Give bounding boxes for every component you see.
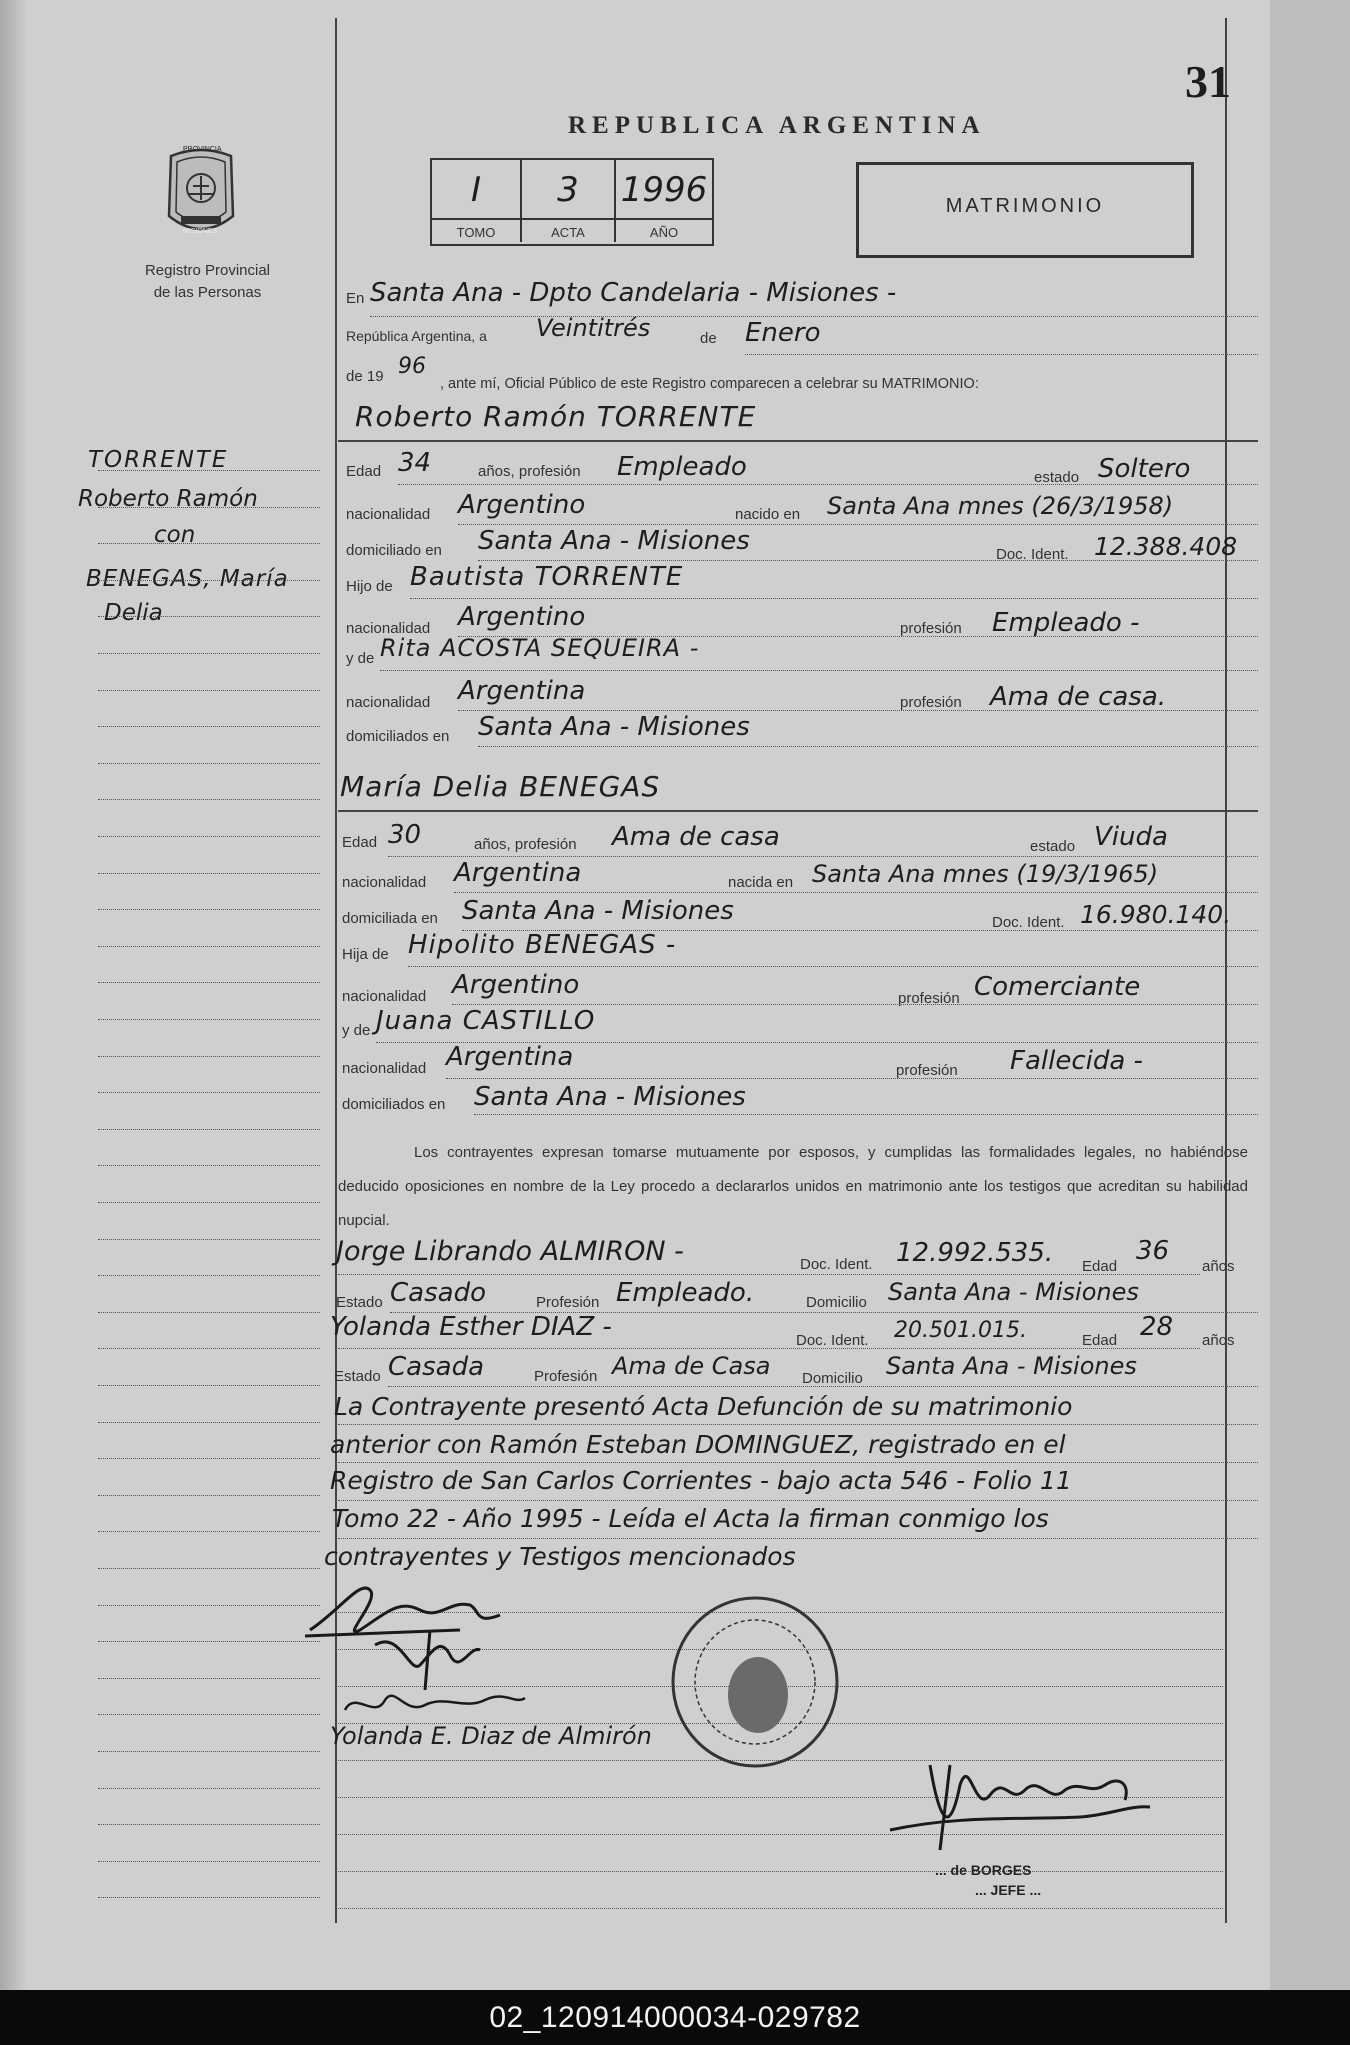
page-number: 31 — [1185, 56, 1231, 107]
groom-nacido-label: nacido en — [735, 506, 801, 523]
bride-parents-domicile: Santa Ana - Misiones — [474, 1082, 746, 1112]
seal-text-top: PROVINCIA — [183, 146, 222, 153]
officer-stamp-line1: ... de BORGES — [935, 1862, 1032, 1878]
note-rule-4 — [338, 1538, 1258, 1540]
margin-ruled-line — [98, 653, 320, 655]
note-line-5: contrayentes y Testigos mencionados — [324, 1542, 796, 1571]
bride-doc: 16.980.140. — [1080, 900, 1232, 929]
groom-father-nationality: Argentino — [458, 602, 586, 632]
bride-doc-label: Doc. Ident. — [992, 914, 1065, 931]
witness1-estado-label: Estado — [336, 1294, 383, 1311]
groom-mother-profession: Ama de casa. — [990, 682, 1167, 712]
margin-ruled-line — [98, 799, 320, 801]
month-line — [745, 354, 1258, 356]
witness2-edad-label: Edad — [1082, 1332, 1118, 1349]
officer-stamp-line2: ... JEFE ... — [975, 1882, 1042, 1898]
document-id-footer: 02_120914000034-029782 — [0, 1990, 1350, 2045]
acta-value: 3 — [557, 170, 579, 210]
intro-text: , ante mí, Oficial Público de este Registro comparecen a celebrar su MATRIMONIO: — [440, 376, 979, 392]
witness2-name: Yolanda Esther DIAZ - — [330, 1312, 612, 1342]
registry-round-stamp — [668, 1595, 843, 1770]
en-label: En — [346, 290, 365, 307]
margin-ruled-line — [98, 470, 320, 472]
republica-label: República Argentina, a — [346, 328, 487, 344]
next-page-edge — [1270, 0, 1350, 1990]
margin-ruled-line — [98, 1861, 320, 1863]
bride-mother-profession: Fallecida - — [1010, 1046, 1143, 1076]
margin-ruled-line — [98, 1897, 320, 1899]
tomo-acta-ano-box — [430, 158, 714, 246]
witness2-prof-label: Profesión — [534, 1368, 598, 1385]
groom-edad-label: Edad — [346, 463, 382, 480]
groom-yde-label: y de — [346, 650, 375, 667]
witness1-line-1 — [338, 1274, 1200, 1276]
groom-doc-label: Doc. Ident. — [996, 546, 1069, 563]
groom-mother-nac-label: nacionalidad — [346, 694, 431, 711]
year-prefix: de 19 — [346, 368, 384, 385]
witness1-doc: 12.992.535. — [896, 1238, 1054, 1268]
tomo-cell — [432, 160, 522, 242]
groom-mother: Rita ACOSTA SEQUEIRA - — [380, 634, 700, 662]
bride-mother-nationality: Argentina — [446, 1042, 574, 1072]
groom-father-prof-label: profesión — [900, 620, 962, 637]
groom-estado-label: estado — [1034, 469, 1080, 486]
margin-ruled-line — [98, 1568, 320, 1570]
bride-birthplace: Santa Ana mnes (19/3/1965) — [812, 860, 1159, 888]
bride-mother-prof-label: profesión — [896, 1062, 958, 1079]
ano-cell — [616, 160, 712, 242]
witness1-age: 36 — [1136, 1236, 1170, 1266]
groom-profession: Empleado — [617, 452, 747, 482]
bride-father-profession: Comerciante — [974, 972, 1141, 1002]
note-rule-1 — [338, 1424, 1258, 1426]
groom-father-profession: Empleado - — [992, 608, 1140, 638]
bride-line-7 — [446, 1078, 1258, 1080]
margin-note-line4: BENEGAS, María — [86, 566, 289, 592]
bride-name: María Delia BENEGAS — [340, 770, 661, 803]
margin-ruled-line — [98, 1788, 320, 1790]
witness2-estado: Casada — [388, 1352, 485, 1382]
groom-mother-prof-label: profesión — [900, 694, 962, 711]
signature-witness2: Yolanda E. Diaz de Almirón — [330, 1722, 652, 1750]
seal-text-bottom: MISIONES — [183, 228, 218, 235]
margin-ruled-line — [98, 763, 320, 765]
groom-estado: Soltero — [1098, 454, 1191, 484]
margin-ruled-line — [98, 1239, 320, 1241]
witness1-estado: Casado — [390, 1278, 486, 1308]
groom-parents-dom-label: domiciliados en — [346, 728, 450, 745]
witness1-doc-label: Doc. Ident. — [800, 1256, 873, 1273]
margin-ruled-line — [98, 1422, 320, 1424]
groom-birthplace: Santa Ana mnes (26/3/1958) — [827, 492, 1174, 520]
declaration-text: Los contrayentes expresan tomarse mutuamente por esposos, y cumplidas las formalidades legales, no habiéndose deducido oposiciones en nombre de la Ley procedo a declararlos unidos en matrimonio ante los testigos que acreditan su habilidad nupcial. — [338, 1144, 1248, 1229]
groom-line-8 — [478, 746, 1258, 748]
margin-ruled-line — [98, 726, 320, 728]
blank-ruled-line — [338, 1908, 1223, 1910]
bride-estado-label: estado — [1030, 838, 1076, 855]
witness2-domicile: Santa Ana - Misiones — [886, 1352, 1137, 1380]
right-rule — [1225, 18, 1227, 1923]
bride-dom-label: domiciliada en — [342, 910, 438, 927]
groom-mother-nationality: Argentina — [458, 676, 586, 706]
binding-shadow — [0, 0, 28, 1990]
margin-ruled-line — [98, 507, 320, 509]
witness1-edad-label: Edad — [1082, 1258, 1118, 1275]
groom-age: 34 — [398, 448, 432, 478]
groom-parents-domicile: Santa Ana - Misiones — [478, 712, 750, 742]
groom-nac-label: nacionalidad — [346, 506, 431, 523]
groom-hijo-label: Hijo de — [346, 578, 393, 595]
groom-line-4 — [410, 598, 1258, 600]
groom-name-line — [338, 440, 1258, 442]
witness1-dom-label: Domicilio — [806, 1294, 867, 1311]
bride-nationality: Argentina — [454, 858, 582, 888]
groom-father: Bautista TORRENTE — [410, 562, 684, 592]
margin-ruled-line — [98, 1605, 320, 1607]
witness2-age: 28 — [1140, 1312, 1174, 1342]
bride-father-nac-label: nacionalidad — [342, 988, 427, 1005]
groom-anos-label: años, profesión — [478, 463, 581, 480]
witness2-profession: Ama de Casa — [612, 1352, 771, 1380]
margin-ruled-line — [98, 1495, 320, 1497]
signature-officer — [880, 1745, 1180, 1855]
margin-ruled-line — [98, 1458, 320, 1460]
margin-ruled-line — [98, 1348, 320, 1350]
tomo-value: I — [470, 170, 482, 210]
margin-note-line2: Roberto Ramón — [78, 486, 258, 512]
margin-ruled-line — [98, 1824, 320, 1826]
margin-ruled-line — [98, 1312, 320, 1314]
bride-line-4 — [408, 966, 1258, 968]
bride-name-line — [338, 810, 1258, 812]
de-label: de — [700, 330, 717, 347]
bride-father: Hipolito BENEGAS - — [408, 930, 677, 960]
margin-ruled-line — [98, 836, 320, 838]
note-line-4: Tomo 22 - Año 1995 - Leída el Acta la firman conmigo los — [332, 1504, 1049, 1533]
month-value: Enero — [745, 318, 821, 348]
day-value: Veintitrés — [536, 314, 651, 342]
margin-ruled-line — [98, 1092, 320, 1094]
witness1-anos-label: años — [1202, 1258, 1235, 1275]
groom-dom-label: domiciliado en — [346, 542, 442, 559]
bride-parents-dom-label: domiciliados en — [342, 1096, 446, 1113]
tomo-label: TOMO — [456, 225, 496, 240]
margin-note-line3: con — [154, 522, 196, 548]
margin-ruled-line — [98, 1751, 320, 1753]
record-type-box — [856, 162, 1194, 258]
margin-ruled-line — [98, 1129, 320, 1131]
margin-ruled-line — [98, 1641, 320, 1643]
bride-domicile: Santa Ana - Misiones — [462, 896, 734, 926]
office-name-line2: de las Personas — [153, 284, 262, 301]
note-rule-2 — [338, 1462, 1258, 1464]
margin-ruled-line — [98, 543, 320, 545]
bride-line-8 — [474, 1114, 1258, 1116]
margin-ruled-line — [98, 1165, 320, 1167]
bride-mother: Juana CASTILLO — [376, 1006, 596, 1036]
margin-ruled-line — [98, 1202, 320, 1204]
groom-father-nac-label: nacionalidad — [346, 620, 431, 637]
groom-name: Roberto Ramón TORRENTE — [355, 400, 757, 433]
record-type: MATRIMONIO — [945, 195, 1105, 217]
bride-profession: Ama de casa — [612, 822, 780, 852]
note-rule-3 — [338, 1500, 1258, 1502]
place: Santa Ana - Dpto Candelaria - Misiones - — [370, 278, 897, 308]
bride-nacida-label: nacida en — [728, 874, 794, 891]
margin-ruled-line — [98, 946, 320, 948]
label-divider — [432, 218, 712, 220]
ano-value: 1996 — [620, 170, 708, 210]
margin-ruled-line — [98, 909, 320, 911]
bride-nac-label: nacionalidad — [342, 874, 427, 891]
margin-note-line1: TORRENTE — [88, 447, 229, 473]
bride-edad-label: Edad — [342, 834, 378, 851]
bride-mother-nac-label: nacionalidad — [342, 1060, 427, 1077]
year-suffix: 96 — [398, 354, 426, 379]
bride-father-nationality: Argentino — [452, 970, 580, 1000]
witness2-anos-label: años — [1202, 1332, 1235, 1349]
country-title: REPUBLICA ARGENTINA — [568, 112, 986, 139]
margin-ruled-line — [98, 1056, 320, 1058]
acta-cell — [522, 160, 616, 242]
witness2-line-1 — [338, 1348, 1200, 1350]
bride-estado: Viuda — [1094, 822, 1168, 852]
note-line-2: anterior con Ramón Esteban DOMINGUEZ, registrado en el — [330, 1430, 1066, 1459]
bride-father-prof-label: profesión — [898, 990, 960, 1007]
witness2-line-2 — [388, 1386, 1258, 1388]
bride-line-2 — [454, 892, 1258, 894]
witness1-prof-label: Profesión — [536, 1294, 600, 1311]
margin-ruled-line — [98, 616, 320, 618]
ano-label: AÑO — [649, 225, 679, 240]
bride-yde-label: y de — [342, 1022, 371, 1039]
bride-anos-label: años, profesión — [474, 836, 577, 853]
blank-ruled-line — [338, 1871, 1223, 1873]
margin-ruled-line — [98, 1714, 320, 1716]
groom-line-6 — [380, 670, 1258, 672]
margin-ruled-line — [98, 1678, 320, 1680]
groom-domicile: Santa Ana - Misiones — [478, 526, 750, 556]
groom-nationality: Argentino — [458, 490, 586, 520]
bride-hija-label: Hija de — [342, 946, 389, 963]
margin-ruled-line — [98, 1385, 320, 1387]
witness2-doc-label: Doc. Ident. — [796, 1332, 869, 1349]
witness1-name: Jorge Librando ALMIRON - — [336, 1236, 684, 1267]
note-line-1: La Contrayente presentó Acta Defunción de su matrimonio — [334, 1392, 1073, 1421]
margin-note-line5: Delia — [104, 600, 163, 626]
witness2-estado-label: Estado — [334, 1368, 381, 1385]
witness2-dom-label: Domicilio — [802, 1370, 863, 1387]
margin-ruled-line — [98, 982, 320, 984]
groom-line-1 — [398, 484, 1258, 486]
margin-ruled-line — [98, 1275, 320, 1277]
witness1-profession: Empleado. — [616, 1278, 755, 1308]
groom-doc: 12.388.408 — [1094, 532, 1238, 561]
margin-ruled-line — [98, 873, 320, 875]
margin-ruled-line — [98, 1531, 320, 1533]
note-line-3: Registro de San Carlos Corrientes - bajo acta 546 - Folio 11 — [330, 1466, 1072, 1495]
acta-label: ACTA — [551, 225, 585, 240]
office-name-line1: Registro Provincial — [144, 262, 271, 279]
bride-age: 30 — [388, 820, 422, 850]
witness1-domicile: Santa Ana - Misiones — [888, 1278, 1139, 1306]
margin-ruled-line — [98, 690, 320, 692]
margin-ruled-line — [98, 580, 320, 582]
witness2-doc: 20.501.015. — [894, 1318, 1027, 1343]
margin-ruled-line — [98, 1019, 320, 1021]
